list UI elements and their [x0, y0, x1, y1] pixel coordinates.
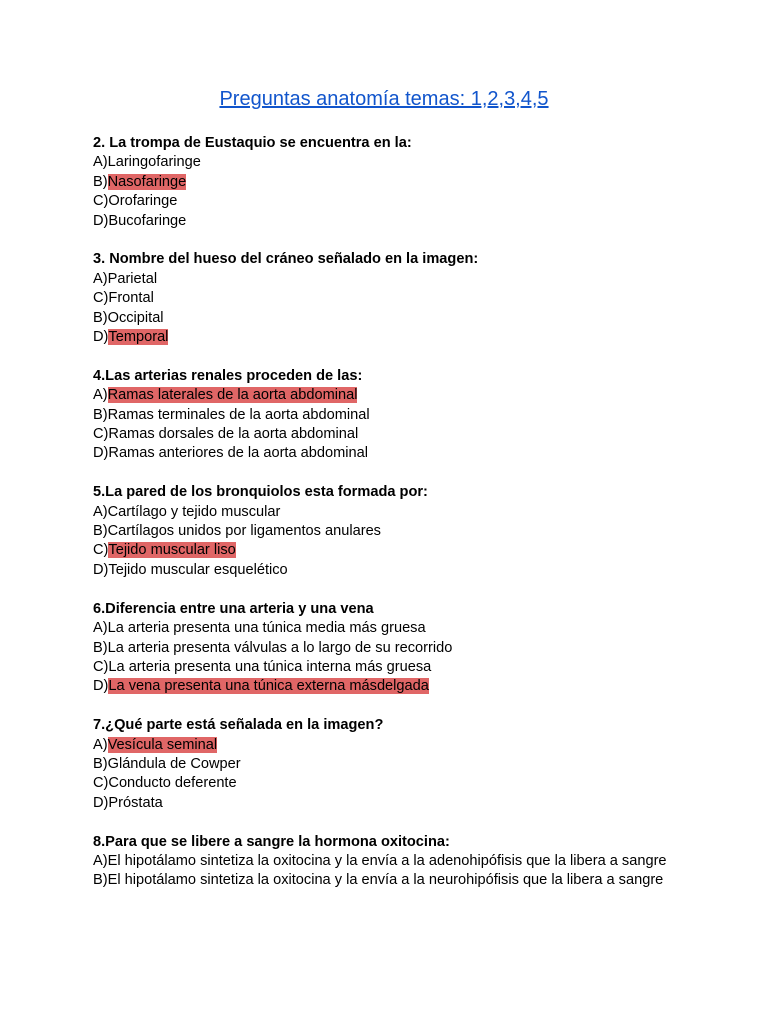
option-text: La arteria presenta una túnica media más gruesa: [107, 620, 426, 637]
answer-option: [93, 444, 673, 463]
answer-option: [93, 503, 673, 522]
answer-option: [93, 639, 673, 658]
answer-option: [93, 212, 673, 231]
question-block: [93, 367, 673, 464]
question-text: 2. La trompa de Eustaquio se encuentra en la:: [93, 135, 412, 151]
question-text: 4.Las arterias renales proceden de las:: [93, 367, 363, 384]
option-text-highlighted: Vesícula seminal: [107, 736, 218, 753]
option-text: Conducto deferente: [108, 775, 237, 792]
option-prefix: A): [93, 270, 108, 287]
answer-option: [93, 852, 673, 871]
option-prefix: D): [93, 678, 109, 695]
answer-option: [93, 619, 673, 638]
question-block: [93, 716, 673, 813]
question-block: [93, 833, 673, 891]
option-prefix: D): [93, 561, 109, 578]
option-text: Ramas terminales de la aorta abdominal: [107, 406, 370, 423]
option-text: Cartílago y tejido muscular: [107, 503, 281, 520]
answer-option: [93, 406, 673, 425]
option-text: Parietal: [107, 270, 158, 287]
option-prefix: A): [93, 852, 108, 869]
option-prefix: B): [93, 639, 108, 656]
answer-option: [93, 153, 673, 172]
option-text: Orofaringe: [108, 193, 178, 210]
question-block: [93, 250, 673, 347]
question-text: 5.La pared de los bronquiolos esta formada por:: [93, 484, 428, 501]
answer-option: [93, 192, 673, 211]
question-block: [93, 134, 673, 231]
option-text-highlighted: Tejido muscular liso: [108, 542, 236, 559]
option-prefix: B): [93, 872, 108, 889]
answer-option: [93, 289, 673, 308]
answer-option-correct: [93, 328, 673, 347]
option-text: El hipotálamo sintetiza la oxitocina y la envía a la neurohipófisis que la libera a sangre: [107, 872, 664, 889]
question-text: 3. Nombre del hueso del cráneo señalado en la imagen:: [93, 251, 479, 268]
answer-option-correct: [93, 677, 673, 696]
answer-option: [93, 794, 673, 813]
answer-option-correct: [93, 541, 673, 560]
option-text-highlighted: Ramas laterales de la aorta abdominal: [107, 387, 358, 404]
option-prefix: A): [93, 620, 108, 637]
option-prefix: A): [93, 387, 108, 404]
option-text: Frontal: [108, 290, 154, 307]
option-text: La arteria presenta válvulas a lo largo de su recorrido: [107, 639, 453, 656]
option-text: El hipotálamo sintetiza la oxitocina y la envía a la adenohipófisis que la libera a sangre: [107, 852, 667, 869]
option-prefix: A): [93, 736, 108, 753]
answer-option-correct: [93, 173, 673, 192]
option-text: Próstata: [108, 794, 163, 811]
question-text: 8.Para que se libere a sangre la hormona oxitocina:: [93, 833, 450, 850]
option-prefix: C): [93, 775, 109, 792]
question-block: [93, 600, 673, 697]
option-prefix: C): [93, 658, 109, 675]
option-text-highlighted: Temporal: [108, 329, 169, 346]
option-prefix: C): [93, 542, 109, 559]
option-text: Laringofaringe: [107, 154, 201, 171]
answer-option: [93, 522, 673, 541]
option-prefix: B): [93, 309, 108, 326]
option-prefix: A): [93, 154, 108, 171]
option-prefix: B): [93, 755, 108, 772]
question-list: [93, 134, 673, 910]
option-prefix: A): [93, 503, 108, 520]
answer-option-correct: [93, 386, 673, 405]
question-text: 7.¿Qué parte está señalada en la imagen?: [93, 717, 384, 734]
option-text: Occipital: [107, 309, 164, 326]
answer-option: [93, 309, 673, 328]
option-text-highlighted: La vena presenta una túnica externa másdelgada: [108, 678, 429, 695]
option-text: Cartílagos unidos por ligamentos anulares: [107, 523, 381, 540]
option-text: Bucofaringe: [108, 212, 187, 229]
option-prefix: D): [93, 794, 109, 811]
answer-option: [93, 658, 673, 677]
option-prefix: D): [93, 329, 109, 346]
option-text: Glándula de Cowper: [107, 755, 241, 772]
option-text: La arteria presenta una túnica interna más gruesa: [108, 658, 432, 675]
answer-option: [93, 425, 673, 444]
option-text: Ramas anteriores de la aorta abdominal: [108, 445, 368, 462]
option-prefix: D): [93, 212, 109, 229]
answer-option: [93, 270, 673, 289]
option-prefix: D): [93, 445, 109, 462]
question-text: 6.Diferencia entre una arteria y una vena: [93, 600, 374, 617]
option-prefix: C): [93, 426, 109, 443]
option-text: Ramas dorsales de la aorta abdominal: [108, 426, 359, 443]
option-prefix: B): [93, 173, 108, 190]
answer-option-correct: [93, 736, 673, 755]
option-prefix: B): [93, 406, 108, 423]
answer-option: [93, 774, 673, 793]
option-text-highlighted: Nasofaringe: [107, 173, 187, 190]
question-block: [93, 483, 673, 580]
option-prefix: C): [93, 193, 109, 210]
document-title[interactable]: Preguntas anatomía temas: 1,2,3,4,5: [219, 88, 549, 110]
option-prefix: B): [93, 523, 108, 540]
answer-option: [93, 561, 673, 580]
option-prefix: C): [93, 290, 109, 307]
option-text: Tejido muscular esquelético: [108, 561, 288, 578]
answer-option: [93, 755, 673, 774]
answer-option: [93, 871, 673, 890]
